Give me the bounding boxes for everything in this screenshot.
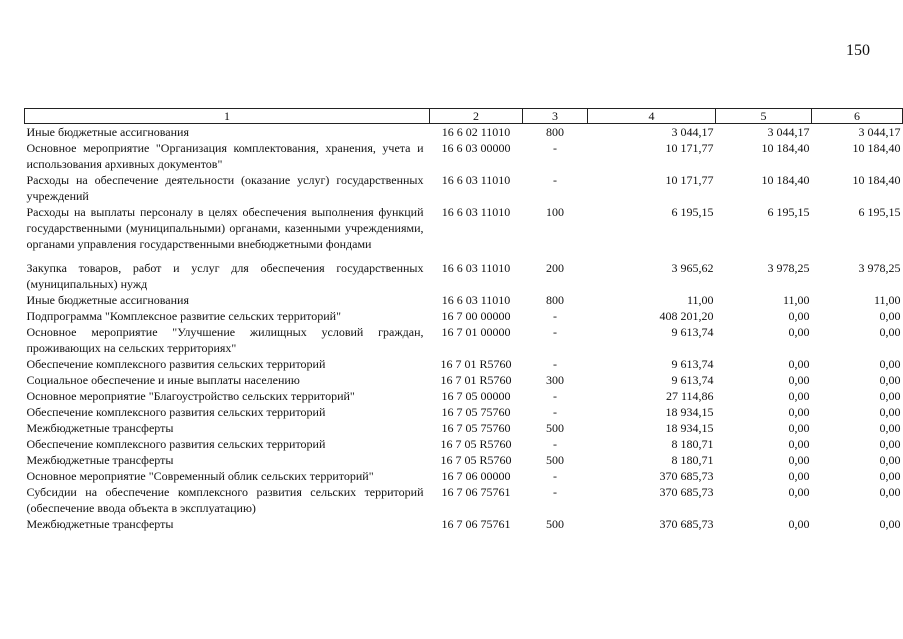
row-code: 16 7 05 R5760 — [440, 453, 512, 467]
row-expense-type: 500 — [546, 421, 564, 435]
row-name: Основное мероприятие "Современный облик сельских территорий" — [26, 469, 374, 483]
row-code: 16 6 03 11010 — [441, 293, 511, 307]
row-name: Основное мероприятие "Организация комплектования, хранения, учета и использования архивных документов" — [26, 141, 424, 171]
row-value-5: 0,00 — [788, 405, 810, 419]
row-value-6: 0,00 — [879, 437, 901, 451]
row-code: 16 7 01 R5760 — [440, 373, 512, 387]
row-code: 16 6 03 11010 — [441, 205, 511, 219]
row-expense-type: - — [553, 141, 557, 155]
row-code: 16 6 03 11010 — [441, 173, 511, 187]
row-value-4: 370 685,73 — [659, 469, 714, 483]
row-value-6: 0,00 — [879, 405, 901, 419]
header-col-5: 5 — [716, 109, 812, 124]
row-code: 16 7 06 00000 — [441, 469, 511, 483]
row-code: 16 7 05 75760 — [441, 421, 511, 435]
row-expense-type: 800 — [546, 125, 564, 139]
row-value-4: 27 114,86 — [665, 389, 714, 403]
table-row — [25, 516, 903, 532]
row-name: Межбюджетные трансферты — [26, 421, 174, 435]
row-value-6: 0,00 — [879, 325, 901, 339]
row-name: Обеспечение комплексного развития сельских территорий — [26, 437, 326, 451]
row-expense-type: 500 — [546, 453, 564, 467]
table-row — [25, 204, 903, 252]
row-expense-type: 300 — [546, 373, 564, 387]
table-row — [25, 436, 903, 452]
row-expense-type: - — [553, 389, 557, 403]
row-value-4: 18 934,15 — [665, 405, 714, 419]
row-value-4: 370 685,73 — [659, 485, 714, 499]
row-name: Межбюджетные трансферты — [26, 453, 174, 467]
page-number: 150 — [846, 42, 870, 59]
row-value-4: 3 965,62 — [671, 261, 714, 275]
row-expense-type: - — [553, 357, 557, 371]
row-expense-type: 200 — [546, 261, 564, 275]
budget-table — [24, 108, 903, 532]
table-row — [25, 324, 903, 356]
row-code: 16 7 06 75761 — [441, 485, 511, 499]
row-expense-type: - — [553, 469, 557, 483]
row-name: Расходы на обеспечение деятельности (оказание услуг) государственных учреждений — [26, 173, 424, 203]
row-value-5: 0,00 — [788, 325, 810, 339]
row-value-4: 6 195,15 — [671, 205, 714, 219]
row-value-6: 0,00 — [879, 469, 901, 483]
row-value-4: 9 613,74 — [671, 325, 714, 339]
row-name: Субсидии на обеспечение комплексного развития сельских территорий (обеспечение ввода объекта в эксплуатацию) — [26, 485, 424, 515]
row-value-5: 6 195,15 — [767, 205, 810, 219]
header-col-1: 1 — [25, 109, 430, 124]
row-value-5: 0,00 — [788, 437, 810, 451]
table-row — [25, 172, 903, 204]
table-row — [25, 140, 903, 172]
row-value-5: 0,00 — [788, 373, 810, 387]
row-value-5: 0,00 — [788, 389, 810, 403]
header-col-3: 3 — [523, 109, 588, 124]
row-value-5: 10 184,40 — [761, 173, 810, 187]
row-value-6: 0,00 — [879, 517, 901, 531]
row-value-6: 10 184,40 — [852, 173, 901, 187]
row-value-5: 0,00 — [788, 421, 810, 435]
table-row — [25, 468, 903, 484]
row-name: Социальное обеспечение и иные выплаты населению — [26, 373, 300, 387]
row-value-5: 10 184,40 — [761, 141, 810, 155]
table-row — [25, 356, 903, 372]
table-row — [25, 404, 903, 420]
row-code: 16 7 05 R5760 — [440, 437, 512, 451]
row-value-6: 0,00 — [879, 453, 901, 467]
row-expense-type: - — [553, 485, 557, 499]
row-value-5: 3 978,25 — [767, 261, 810, 275]
row-value-6: 3 978,25 — [858, 261, 901, 275]
table-row — [25, 484, 903, 516]
row-value-4: 9 613,74 — [671, 357, 714, 371]
row-name: Подпрограмма "Комплексное развитие сельских территорий" — [26, 309, 341, 323]
row-value-5: 11,00 — [782, 293, 810, 307]
row-code: 16 7 05 00000 — [441, 389, 511, 403]
row-value-4: 3 044,17 — [671, 125, 714, 139]
row-expense-type: - — [553, 437, 557, 451]
table-row — [25, 292, 903, 308]
table-row — [25, 452, 903, 468]
row-expense-type: 500 — [546, 517, 564, 531]
row-value-6: 6 195,15 — [858, 205, 901, 219]
row-expense-type: - — [553, 173, 557, 187]
row-value-6: 0,00 — [879, 485, 901, 499]
row-name: Основное мероприятие "Благоустройство сельских территорий" — [26, 389, 355, 403]
row-value-4: 8 180,71 — [671, 437, 714, 451]
row-name: Основное мероприятие "Улучшение жилищных условий граждан, проживающих на сельских территориях" — [26, 325, 424, 355]
row-value-6: 3 044,17 — [858, 125, 901, 139]
row-name: Закупка товаров, работ и услуг для обеспечения государственных (муниципальных) нужд — [26, 261, 424, 291]
row-expense-type: - — [553, 405, 557, 419]
header-col-6: 6 — [812, 109, 903, 124]
row-value-6: 0,00 — [879, 421, 901, 435]
row-name: Расходы на выплаты персоналу в целях обеспечения выполнения функций государственными (муниципальными) органами, казенными учреждениями, органами управления государственными внебюджетными фондами — [26, 205, 424, 251]
row-value-5: 0,00 — [788, 357, 810, 371]
row-value-4: 370 685,73 — [659, 517, 714, 531]
table-row — [25, 252, 903, 292]
row-value-6: 11,00 — [873, 293, 901, 307]
row-code: 16 7 05 75760 — [441, 405, 511, 419]
row-value-5: 0,00 — [788, 309, 810, 323]
row-code: 16 6 02 11010 — [441, 125, 511, 139]
header-row — [25, 109, 903, 124]
row-value-6: 0,00 — [879, 309, 901, 323]
table-body — [25, 124, 903, 533]
row-expense-type: 100 — [546, 205, 564, 219]
row-value-4: 408 201,20 — [659, 309, 714, 323]
row-value-4: 10 171,77 — [665, 173, 714, 187]
row-name: Обеспечение комплексного развития сельских территорий — [26, 405, 326, 419]
row-name: Иные бюджетные ассигнования — [26, 293, 189, 307]
table-row — [25, 420, 903, 436]
row-expense-type: - — [553, 325, 557, 339]
row-code: 16 7 01 R5760 — [440, 357, 512, 371]
table-row — [25, 124, 903, 141]
row-value-6: 10 184,40 — [852, 141, 901, 155]
row-value-4: 8 180,71 — [671, 453, 714, 467]
row-code: 16 7 01 00000 — [441, 325, 511, 339]
row-value-4: 10 171,77 — [665, 141, 714, 155]
row-value-6: 0,00 — [879, 357, 901, 371]
row-value-5: 0,00 — [788, 453, 810, 467]
table-row — [25, 372, 903, 388]
row-code: 16 7 00 00000 — [441, 309, 511, 323]
header-col-4: 4 — [588, 109, 716, 124]
row-expense-type: - — [553, 309, 557, 323]
row-code: 16 7 06 75761 — [441, 517, 511, 531]
table-row — [25, 388, 903, 404]
row-value-4: 9 613,74 — [671, 373, 714, 387]
row-value-6: 0,00 — [879, 373, 901, 387]
row-value-6: 0,00 — [879, 389, 901, 403]
row-expense-type: 800 — [546, 293, 564, 307]
row-code: 16 6 03 00000 — [441, 141, 511, 155]
row-value-5: 0,00 — [788, 517, 810, 531]
row-name: Иные бюджетные ассигнования — [26, 125, 189, 139]
header-col-2: 2 — [430, 109, 523, 124]
table-row — [25, 308, 903, 324]
row-name: Межбюджетные трансферты — [26, 517, 174, 531]
row-code: 16 6 03 11010 — [441, 261, 511, 275]
row-value-5: 0,00 — [788, 469, 810, 483]
row-name: Обеспечение комплексного развития сельских территорий — [26, 357, 326, 371]
row-value-5: 3 044,17 — [767, 125, 810, 139]
row-value-4: 11,00 — [686, 293, 714, 307]
row-value-5: 0,00 — [788, 485, 810, 499]
row-value-4: 18 934,15 — [665, 421, 714, 435]
